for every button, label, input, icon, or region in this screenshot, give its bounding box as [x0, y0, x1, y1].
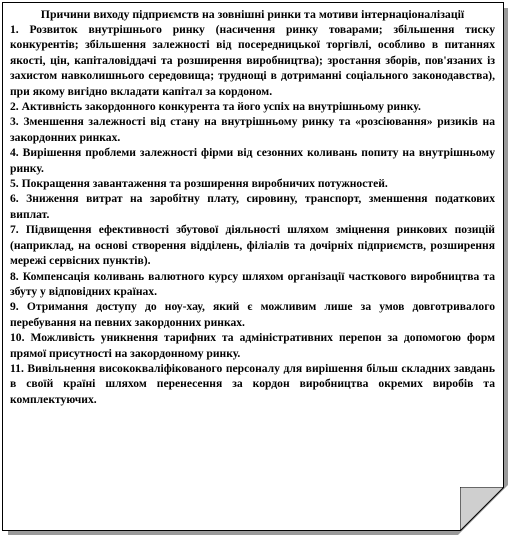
list-item: 6. Зниження витрат на заробітну плату, сировину, транспорт, зменшення податкових виплат.	[10, 192, 495, 221]
list-item: 7. Підвищення ефективності збутової діяльності шляхом зміцнення ринкових позицій (наприклад, на основі створення відділень, філіалів та дочірніх підприємств, розширення мережі сервісних пунктів).	[10, 223, 495, 268]
list-item: 3. Зменшення залежності від стану на внутрішньому ринку та «розсіювання» ризиків на закордонних ринках.	[10, 115, 495, 144]
list-item: 8. Компенсація коливань валютного курсу шляхом організації часткового виробництва та збуту у відповідних країнах.	[10, 269, 495, 298]
list-item: 2. Активність закордонного конкурента та його успіх на внутрішньому ринку.	[10, 100, 421, 114]
list-item: 1. Розвиток внутрішнього ринку (насичення ринку товарами; збільшення тиску конкурентів; збільшення залежності від посередницької торгівлі, особливо в питаннях якості, цін, капіталовіддачі та розширення виробництва); зростання зборів, пов'язаних із захистом навколишнього середовища; труднощі в дотриманні соціального законодавства), при якому вигідно вкладати капітал за кордоном.	[10, 23, 495, 98]
list-item: 5. Покращення завантаження та розширення виробничих потужностей.	[10, 177, 388, 191]
list-item: 4. Вирішення проблеми залежності фірми від сезонних коливань попиту на внутрішньому ринку.	[10, 146, 495, 175]
list-item: 9. Отримання доступу до ноу-хау, який є можливим лише за умов довготривалого перебування на певних закордонних ринках.	[10, 300, 495, 329]
list-item: 10. Можливість уникнення тарифних та адміністративних перепон за допомогою форм прямої присутності на закордонному ринку.	[10, 331, 495, 360]
document-body	[10, 7, 495, 407]
folded-corner-outline	[460, 487, 504, 531]
list-item: 11. Вивільнення висококваліфікованого персоналу для вирішення більш складних завдань в своїй країні шляхом перенесення за кордон виробництва окремих виробів та комплектуючих.	[10, 361, 495, 406]
document-title: Причини виходу підприємств на зовнішні ринки та мотиви інтернаціоналізації	[40, 7, 465, 21]
